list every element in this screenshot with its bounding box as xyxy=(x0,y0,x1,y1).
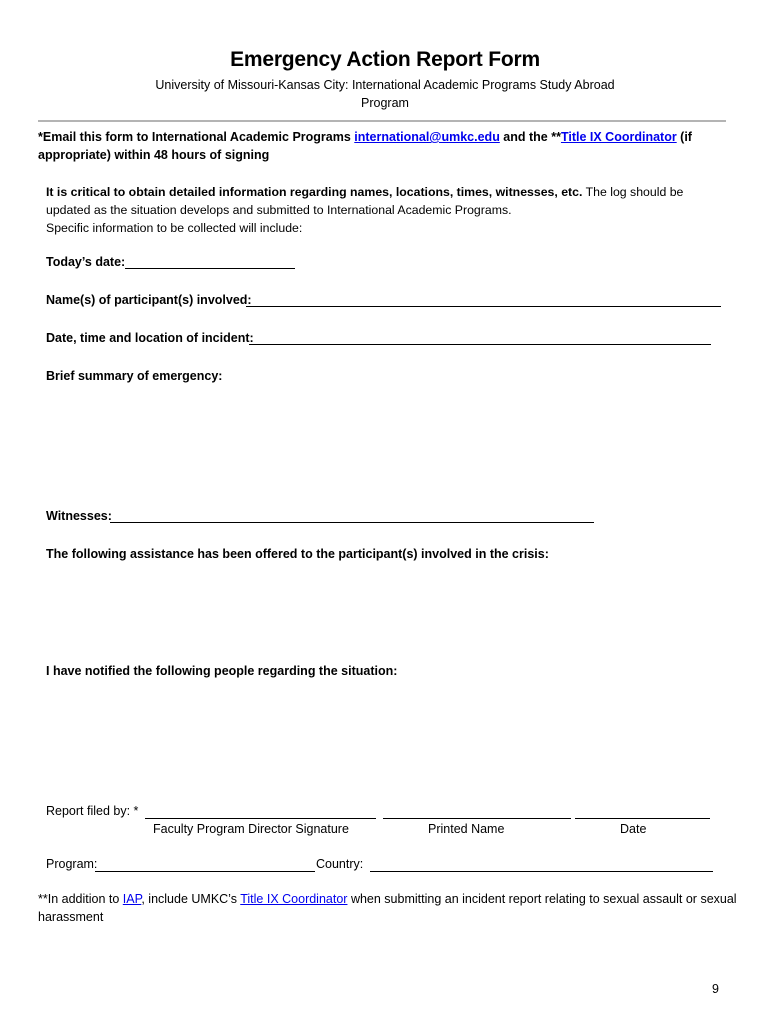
participants-label: Name(s) of participant(s) involved: xyxy=(46,293,252,307)
signature-caption: Faculty Program Director Signature xyxy=(153,822,349,836)
footnote-middle: , include UMKC’s xyxy=(141,892,241,906)
intro-rest-text: The log should be updated as the situation develops and submitted to International Academic Programs. xyxy=(46,185,684,217)
date-caption: Date xyxy=(620,822,647,836)
email-note-prefix: *Email this form to International Academic Programs xyxy=(38,130,355,144)
printed-name-field[interactable] xyxy=(383,818,571,819)
program-field[interactable] xyxy=(95,871,315,872)
summary-label: Brief summary of emergency: xyxy=(46,369,223,383)
witnesses-field[interactable] xyxy=(110,522,594,523)
program-label: Program: xyxy=(46,857,98,871)
intro-bold-text: It is critical to obtain detailed information regarding names, locations, times, witnesses, etc. xyxy=(46,185,583,199)
intro-line3: Specific information to be collected will include: xyxy=(46,221,303,235)
todays-date-label: Today’s date: xyxy=(46,255,126,269)
incident-field[interactable] xyxy=(249,344,711,345)
footnote-prefix: **In addition to xyxy=(38,892,123,906)
form-subtitle: University of Missouri-Kansas City: International Academic Programs Study Abroad Program xyxy=(155,78,615,110)
intro-paragraph xyxy=(46,183,686,237)
summary-field[interactable] xyxy=(46,390,726,500)
witnesses-label: Witnesses: xyxy=(46,509,112,523)
email-note-middle: and the ** xyxy=(499,130,561,144)
page-number: 9 xyxy=(712,982,719,996)
report-filed-by-label: Report filed by: * xyxy=(46,804,139,818)
assistance-field[interactable] xyxy=(46,568,726,658)
country-label: Country: xyxy=(316,857,364,871)
date-field[interactable] xyxy=(575,818,710,819)
country-field[interactable] xyxy=(370,871,713,872)
participants-field[interactable] xyxy=(246,306,721,307)
email-instruction xyxy=(38,128,728,164)
notified-label: I have notified the following people regarding the situation: xyxy=(46,664,398,678)
footnote-suffix: when submitting an incident report relating to sexual assault or sexual harassment xyxy=(38,892,737,924)
printed-name-caption: Printed Name xyxy=(428,822,505,836)
assistance-label: The following assistance has been offered to the participant(s) involved in the crisis: xyxy=(46,547,549,561)
notified-field[interactable] xyxy=(46,685,726,795)
footnote xyxy=(38,890,738,926)
footnote-title-ix-link[interactable]: Title IX Coordinator xyxy=(240,892,348,906)
iap-link[interactable]: IAP xyxy=(122,892,142,906)
email-link[interactable]: international@umkc.edu xyxy=(354,130,500,144)
signature-field[interactable] xyxy=(145,818,376,819)
header-divider xyxy=(38,120,726,122)
title-ix-coordinator-link[interactable]: Title IX Coordinator xyxy=(560,130,677,144)
todays-date-field[interactable] xyxy=(125,268,295,269)
form-title: Emergency Action Report Form xyxy=(230,48,540,71)
email-note-suffix: (if appropriate) within 48 hours of signing xyxy=(38,130,692,162)
incident-label: Date, time and location of incident: xyxy=(46,331,254,345)
